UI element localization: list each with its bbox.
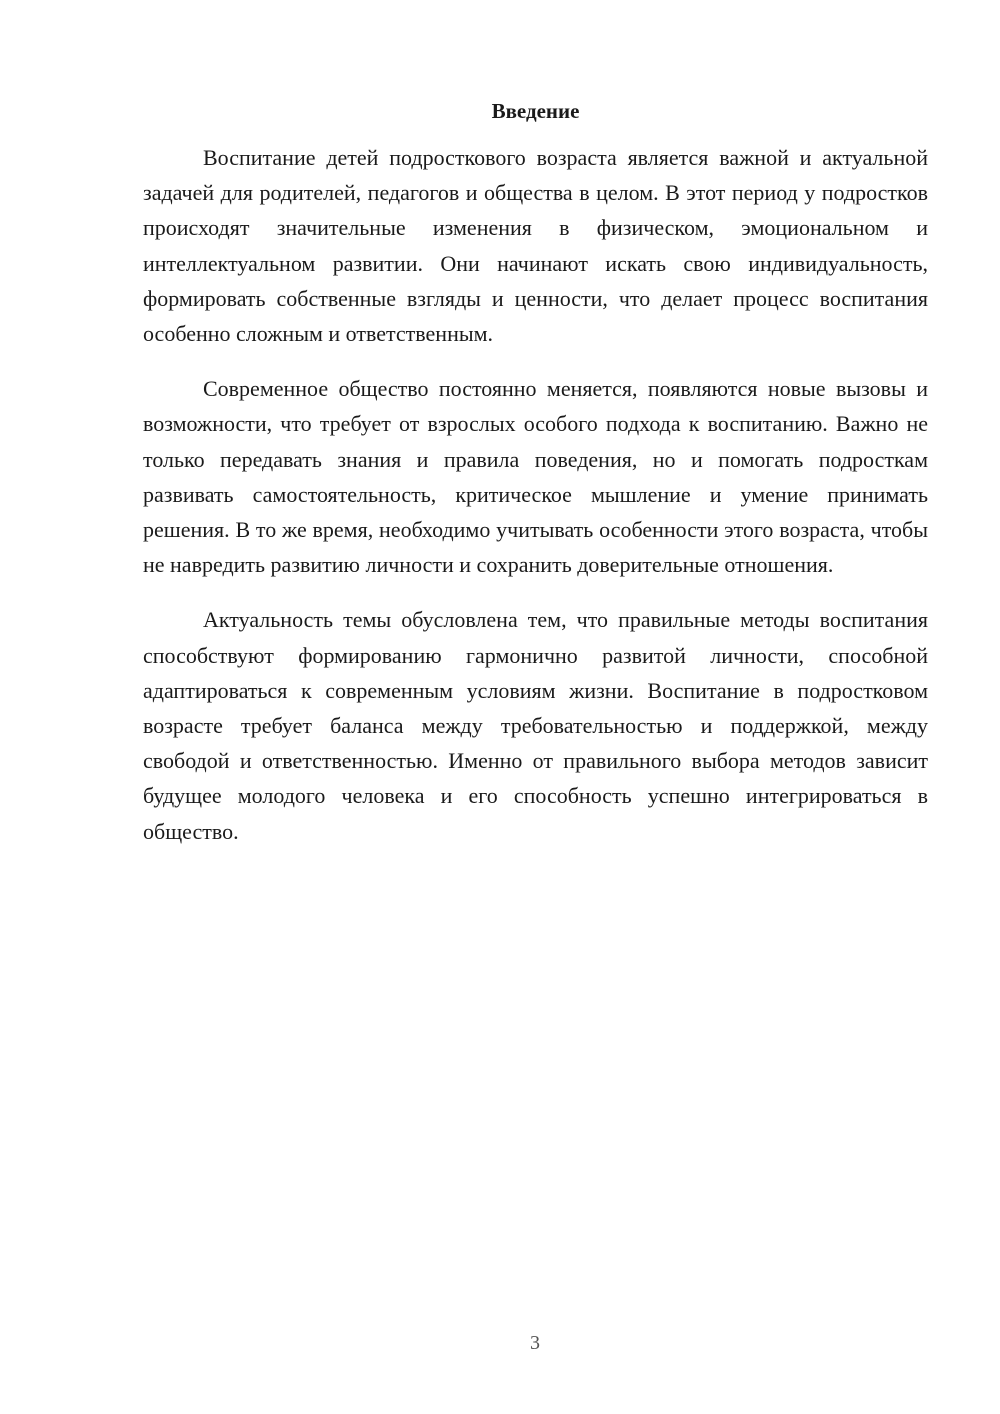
paragraph-2: Современное общество постоянно меняется, появляются новые вызовы и возможности, что требует от взрослых особого подхода к воспитанию. Важно не только передавать знания и правила поведения, но и помогать подросткам развивать самостоятельность, критическое мышление и умение принимать решения. В то же время, необходимо учитывать особенности этого возраста, чтобы не навредить развитию личности и сохранить доверительные отношения.: [143, 376, 928, 578]
page-content: [143, 96, 928, 869]
paragraph-3: Актуальность темы обусловлена тем, что правильные методы воспитания способствуют формированию гармонично развитой личности, способной адаптироваться к современным условиям жизни. Воспитание в подростковом возрасте требует баланса между требовательностью и поддержкой, между свободой и ответственностью. Именно от правильного выбора методов зависит будущее молодого человека и его способность успешно интегрироваться в общество.: [143, 607, 928, 844]
section-title: Введение: [491, 99, 580, 123]
page-number: 3: [530, 1332, 540, 1354]
paragraph-1: Воспитание детей подросткового возраста является важной и актуальной задачей для родителей, педагогов и общества в целом. В этот период у подростков происходят значительные изменения в физическом, эмоциональном и интеллектуальном развитии. Они начинают искать свою индивидуальность, формировать собственные взгляды и ценности, что делает процесс воспитания особенно сложным и ответственным.: [143, 145, 928, 347]
